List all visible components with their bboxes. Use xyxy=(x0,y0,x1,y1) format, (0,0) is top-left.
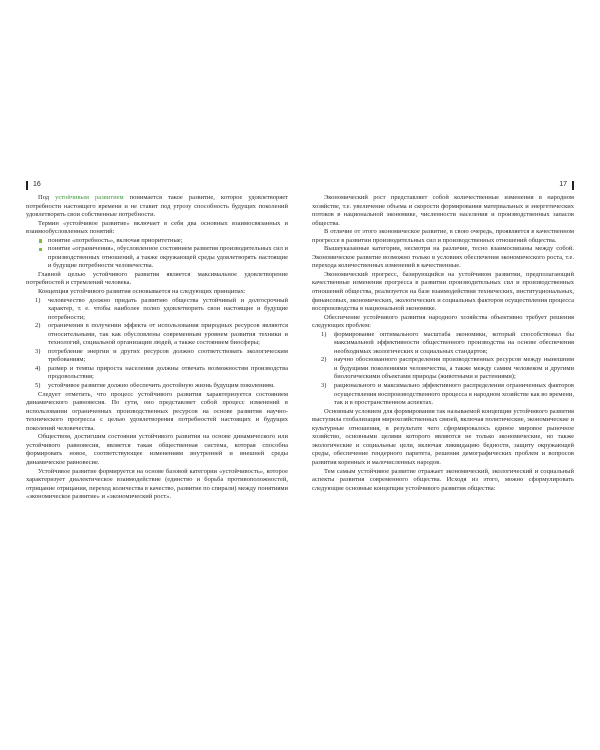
paragraph: Термин «устойчивое развитие» включает в себя два основных взаимосвязанных и взаимообусловленных понятий: xyxy=(26,219,288,236)
list-item: 2) научно обоснованного распределения производственных ресурсов между нынешним и будущими поколениями человечества, а также между самим человеком и другими биологическими объектами природы (животными и растениями); xyxy=(321,356,574,381)
paragraph: Главной целью устойчивого развития является максимальное удовлетворение потребностей и стремлений человека. xyxy=(26,270,288,287)
paragraph: Обеспечение устойчивого развития народного хозяйства объективно требует решения следующих проблем: xyxy=(312,313,574,330)
page-marker-bar xyxy=(26,181,28,190)
page-header xyxy=(26,180,288,194)
page-number: 17 xyxy=(559,181,567,188)
page-header xyxy=(312,180,574,194)
list-item: 1) формирование оптимального масштаба экономики, который способствовал бы максимальной эффективности общественного производства на основе обеспечения необходимых экологических и социальных стандартов; xyxy=(321,330,574,355)
list-item: 1) человечество должно придать развитию общества устойчивый и долгосрочный характер, т. е. чтобы наиболее полно удовлетворить свои настоящие и будущие потребности; xyxy=(35,296,288,321)
paragraph: Устойчивое развитие формируется на основе базовой категории «устойчивость», которое характеризует диалектическое взаимодействие (единство и борьба противоположностей, отрицание отрицания, переход количества в качество, развитие по спирали) между понятиями «экономическое развитие» и «экономический рост». xyxy=(26,467,288,501)
paragraph: Концепция устойчивого развития основывается на следующих принципах: xyxy=(38,288,246,296)
list-item: 3) рационального и максимально эффективного распределения ограниченных факторов осуществления воспроизводственного процесса в народном хозяйстве как во времени, так и в пространственном аспектах. xyxy=(321,382,574,407)
paragraph: Экономический прогресс, базирующийся на устойчивом развитии, предполагающий качественные изменения прогресса в развитии производительных сил и производственных отношений общества, реализуется на базе взаимодействия технических, институциональных, финансовых, экономических, экологических и социальных факторов осуществления процесса воспроизводства в национальной экономике. xyxy=(312,270,574,313)
list-item: 2) ограничения в получении эффекта от использования природных ресурсов являются относительными, так как обусловлены современным уровнем развития техники и технологий, социальной организации людей, а также состоянием биосферы; xyxy=(35,322,288,347)
paragraph: В отличие от этого экономическое развитие, в свою очередь, проявляется в качественном прогрессе в развитии производительных сил и производственных отношений общества. xyxy=(312,228,574,244)
problems-list xyxy=(312,331,574,408)
right-page xyxy=(312,180,574,730)
right-page-text xyxy=(312,194,574,493)
paragraph: Обществом, достигшим состояния устойчивого развития на основе динамического или устойчивого равновесия, является такая общественная система, которая способна формировать новое, соответствующее изменениям внутренней и внешней среды динамическое равновесие. xyxy=(26,433,288,466)
left-page-text xyxy=(26,194,288,502)
principles-list xyxy=(26,297,288,391)
bullet-list xyxy=(26,237,288,271)
paragraph: Под устойчивым развитием понимается такое развитие, которое удовлетворяет потребности настоящего времени и не ставит под угрозу способность будущих поколений удовлетворять свои собственные потребности. xyxy=(26,194,288,219)
page-number: 16 xyxy=(33,181,41,188)
highlighted-term: устойчивым развитием xyxy=(55,194,124,201)
paragraph: Тем самым устойчивое развитие отражает экономический, экологический и социальный аспекты развития современного общества. Исходя из этого, можно сформулировать следующие основные концепции устойчивого развития общества: xyxy=(312,467,574,492)
left-page xyxy=(26,180,288,730)
list-item: 3) потребление энергии и других ресурсов должно соответствовать экологическим требованиям; xyxy=(35,347,288,364)
list-item: понятие «ограничения», обусловленное состоянием развития производительных сил и производственных отношений, а также окружающей среды удовлетворять настоящие и будущие потребности человечества. xyxy=(48,245,288,270)
paragraph: Вышеуказанные категории, несмотря на различие, тесно взаимосвязаны между собой. Экономическое развитие возможно только в условиях обеспечения экономического роста, т.е. перехода количественных изменений в качественные. xyxy=(312,245,574,270)
list-item: 5) устойчивое развитие должно обеспечить достойную жизнь будущим поколениям. xyxy=(35,382,275,390)
paragraph: Основным условием для формирования так называемой концепции устойчивого развития выступила глобализация мирохозяйственных связей, включая политические, экономические и культурные отношения, в результате чего сформировалось единое мировое рыночное хозяйство, основными целями которого являются не только экономические, но также экологические и социальные цели, включая ликвидацию бедности, защиту окружающей среды, обеспечение гендерного паритета, решения демографических проблем и вопросов развития коренных и малочисленных народов. xyxy=(312,407,574,466)
list-item: 4) размер и темпы прироста населения должны отвечать возможностям производства продовольствия; xyxy=(35,364,288,381)
paragraph: Экономический рост представляет собой количественные изменения в народном хозяйстве, т.е. увеличение объема и скорости формирования материальных и энергетических потоков в национальной экономике, численности населения и производственных запасов общества. xyxy=(312,194,574,227)
list-item: понятие «потребность», включая приоритетные; xyxy=(48,237,288,246)
page-marker-bar xyxy=(572,181,574,190)
paragraph: Следует отметить, что процесс устойчивого развития характеризуется состоянием динамического равновесия. По сути, оно представляет собой процесс изменений в использовании ограниченных производственных ресурсов на основе развития научно-технического прогресса с целью удовлетворения потребностей настоящих и будущих поколений человечества. xyxy=(26,390,288,432)
